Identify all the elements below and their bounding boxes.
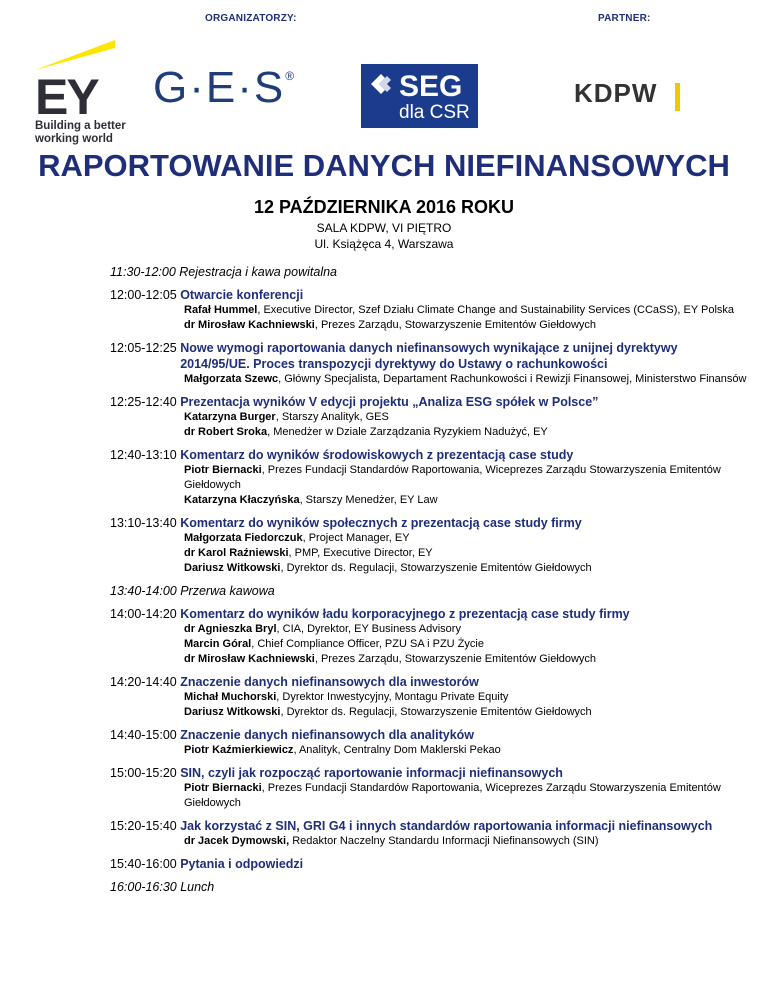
speaker-role: , PMP, Executive Director, EY bbox=[288, 547, 433, 559]
agenda-time: 16:00-16:30 bbox=[110, 880, 181, 894]
speaker-list bbox=[184, 372, 750, 387]
organizers-label: ORGANIZATORZY: bbox=[205, 13, 297, 24]
venue-address: Ul. Książęca 4, Warszawa bbox=[314, 237, 454, 251]
page-title: RAPORTOWANIE DANYCH NIEFINANSOWYCH bbox=[38, 148, 730, 183]
agenda-time: 15:00-15:20 bbox=[110, 766, 181, 780]
registered-mark: ® bbox=[285, 69, 297, 83]
speaker-role: , Starszy Menedżer, EY Law bbox=[299, 494, 438, 506]
speaker bbox=[184, 834, 750, 849]
speaker bbox=[184, 318, 750, 333]
speaker-name: Piotr Biernacki bbox=[184, 782, 262, 794]
agenda-time: 13:40-14:00 bbox=[110, 584, 181, 598]
speaker-role: , Dyrektor ds. Regulacji, Stowarzyszenie Emitentów Giełdowych bbox=[280, 562, 592, 574]
speaker bbox=[184, 561, 750, 576]
speaker-name: dr Jacek Dymowski, bbox=[184, 835, 290, 847]
speaker-list bbox=[184, 743, 750, 758]
speaker-role: , Executive Director, Szef Działu Climate Change and Sustainability Services (CCaSS), EY Polska bbox=[257, 304, 735, 316]
speaker bbox=[184, 781, 750, 811]
agenda-item bbox=[110, 727, 750, 765]
speaker-name: Piotr Kaźmierkiewicz bbox=[184, 744, 294, 756]
speaker bbox=[184, 410, 750, 425]
seg-logo-subtext: dla CSR bbox=[399, 102, 470, 123]
agenda-item bbox=[110, 765, 750, 818]
speaker-list bbox=[184, 622, 750, 667]
speaker-list bbox=[184, 690, 750, 720]
speaker-role: , Chief Compliance Officer, PZU SA i PZU Życie bbox=[251, 638, 484, 650]
speaker-list bbox=[184, 781, 750, 811]
speaker-name: dr Agnieszka Bryl bbox=[184, 623, 277, 635]
speaker bbox=[184, 493, 750, 508]
seg-logo bbox=[361, 64, 478, 128]
agenda-time: 12:05-12:25 bbox=[110, 341, 181, 355]
speaker-role: , Analityk, Centralny Dom Maklerski Pekao bbox=[293, 744, 501, 756]
agenda-item bbox=[110, 818, 750, 856]
agenda-item bbox=[110, 856, 750, 879]
speaker-name: Katarzyna Burger bbox=[184, 411, 276, 423]
speaker-role: Redaktor Naczelny Standardu Informacji Niefinansowych (SIN) bbox=[289, 835, 599, 847]
speaker-list bbox=[184, 531, 750, 576]
ges-logo-text: G·E·S bbox=[153, 63, 286, 112]
agenda-time: 12:25-12:40 bbox=[110, 395, 181, 409]
ey-logo-text: EY bbox=[35, 69, 98, 125]
speaker-role: , Starszy Analityk, GES bbox=[275, 411, 389, 423]
speaker bbox=[184, 303, 750, 318]
agenda-title: Komentarz do wyników środowiskowych z prezentacją case study bbox=[180, 448, 574, 462]
agenda-time: 14:20-14:40 bbox=[110, 675, 181, 689]
speaker-name: Katarzyna Kłaczyńska bbox=[184, 494, 300, 506]
speaker bbox=[184, 743, 750, 758]
agenda-title: Prezentacja wyników V edycji projektu „Analiza ESG spółek w Polsce” bbox=[180, 395, 599, 409]
speaker-name: Małgorzata Szewc bbox=[184, 373, 279, 385]
agenda-time: 11:30-12:00 bbox=[110, 265, 180, 279]
speaker-name: Rafał Hummel bbox=[184, 304, 258, 316]
speaker-role: , Główny Specjalista, Departament Rachunkowości i Rewizji Finansowej, Ministerstwo Finansów bbox=[278, 373, 747, 385]
speaker-name: Dariusz Witkowski bbox=[184, 706, 281, 718]
agenda-item bbox=[110, 583, 750, 606]
ey-logo bbox=[35, 38, 145, 146]
speaker-role: , Prezes Fundacji Standardów Raportowania, Wiceprezes Zarządu Stowarzyszenia Emitentów Giełdowych bbox=[184, 782, 721, 809]
agenda-item bbox=[110, 515, 750, 583]
speaker-role: , Prezes Zarządu, Stowarzyszenie Emitentów Giełdowych bbox=[314, 653, 597, 665]
agenda-title: Rejestracja i kawa powitalna bbox=[179, 265, 337, 279]
agenda-time: 15:40-16:00 bbox=[110, 857, 181, 871]
agenda-time: 14:40-15:00 bbox=[110, 728, 181, 742]
ges-logo bbox=[153, 63, 297, 112]
speaker bbox=[184, 546, 750, 561]
agenda-item bbox=[110, 447, 750, 515]
speaker bbox=[184, 372, 750, 387]
ey-tagline-line-1: Building a better bbox=[35, 120, 126, 132]
speaker-name: dr Mirosław Kachniewski bbox=[184, 653, 315, 665]
speaker bbox=[184, 690, 750, 705]
seg-chevron-icon bbox=[367, 70, 395, 98]
agenda-title: Komentarz do wyników społecznych z prezentacją case study firmy bbox=[180, 516, 582, 530]
agenda-time: 14:00-14:20 bbox=[110, 607, 181, 621]
speaker bbox=[184, 622, 750, 637]
agenda-item bbox=[110, 394, 750, 447]
agenda-item bbox=[110, 674, 750, 727]
agenda-time: 12:40-13:10 bbox=[110, 448, 181, 462]
agenda bbox=[110, 264, 750, 895]
agenda-title: Znaczenie danych niefinansowych dla inwestorów bbox=[180, 675, 479, 689]
kdpw-logo: KDPW bbox=[574, 78, 658, 108]
agenda-item bbox=[110, 264, 750, 287]
speaker-name: Małgorzata Fiedorczuk bbox=[184, 532, 303, 544]
venue-room: SALA KDPW, VI PIĘTRO bbox=[316, 221, 452, 235]
speaker-role: , Prezes Fundacji Standardów Raportowania, Wiceprezes Zarządu Stowarzyszenia Emitentów Giełdowych bbox=[184, 464, 721, 491]
speaker-name: Michał Muchorski bbox=[184, 691, 277, 703]
speaker-role: , Prezes Zarządu, Stowarzyszenie Emitentów Giełdowych bbox=[314, 319, 597, 331]
speaker-list bbox=[184, 834, 750, 849]
speaker-name: dr Robert Sroka bbox=[184, 426, 268, 438]
agenda-item bbox=[110, 287, 750, 340]
speaker-name: Piotr Biernacki bbox=[184, 464, 262, 476]
speaker-name: Dariusz Witkowski bbox=[184, 562, 281, 574]
ey-tagline-line-2: working world bbox=[35, 133, 113, 145]
speaker bbox=[184, 463, 750, 493]
partner-label: PARTNER: bbox=[598, 13, 651, 24]
agenda-title: Znaczenie danych niefinansowych dla analityków bbox=[180, 728, 475, 742]
speaker-role: , Menedżer w Dziale Zarządzania Ryzykiem Nadużyć, EY bbox=[267, 426, 548, 438]
speaker bbox=[184, 425, 750, 440]
agenda-item bbox=[110, 606, 750, 674]
speaker-name: dr Karol Raźniewski bbox=[184, 547, 289, 559]
agenda-item bbox=[110, 340, 750, 394]
agenda-item bbox=[110, 879, 750, 895]
speaker-role: , Dyrektor Inwestycyjny, Montagu Private Equity bbox=[276, 691, 509, 703]
agenda-time: 12:00-12:05 bbox=[110, 288, 181, 302]
agenda-time: 15:20-15:40 bbox=[110, 819, 181, 833]
kdpw-bar-icon bbox=[675, 83, 680, 111]
speaker-role: , Project Manager, EY bbox=[302, 532, 410, 544]
speaker-name: Marcin Góral bbox=[184, 638, 252, 650]
agenda-title: Jak korzystać z SIN, GRI G4 i innych standardów raportowania informacji niefinansowych bbox=[180, 819, 713, 833]
agenda-title: Komentarz do wyników ładu korporacyjnego z prezentacją case study firmy bbox=[180, 607, 630, 621]
agenda-title: Przerwa kawowa bbox=[180, 584, 275, 598]
agenda-title: SIN, czyli jak rozpocząć raportowanie informacji niefinansowych bbox=[180, 766, 563, 780]
agenda-time: 13:10-13:40 bbox=[110, 516, 181, 530]
agenda-title: Pytania i odpowiedzi bbox=[180, 857, 304, 871]
speaker bbox=[184, 531, 750, 546]
speaker bbox=[184, 705, 750, 720]
speaker-list bbox=[184, 303, 750, 333]
agenda-title: Nowe wymogi raportowania danych niefinansowych wynikające z unijnej dyrektywy 2014/95/UE. Proces transpozycji dyrektywy do Ustawy o rachunkowości bbox=[180, 341, 678, 371]
ey-tagline bbox=[35, 120, 126, 146]
speaker-role: , CIA, Dyrektor, EY Business Advisory bbox=[276, 623, 461, 635]
event-date: 12 PAŹDZIERNIKA 2016 ROKU bbox=[253, 197, 515, 217]
speaker bbox=[184, 637, 750, 652]
speaker-list bbox=[184, 410, 750, 440]
speaker-name: dr Mirosław Kachniewski bbox=[184, 319, 315, 331]
speaker-list bbox=[184, 463, 750, 508]
speaker-role: , Dyrektor ds. Regulacji, Stowarzyszenie Emitentów Giełdowych bbox=[280, 706, 592, 718]
speaker bbox=[184, 652, 750, 667]
agenda-title: Otwarcie konferencji bbox=[180, 288, 304, 302]
seg-logo-text: SEG bbox=[399, 70, 463, 103]
agenda-title: Lunch bbox=[180, 880, 215, 894]
